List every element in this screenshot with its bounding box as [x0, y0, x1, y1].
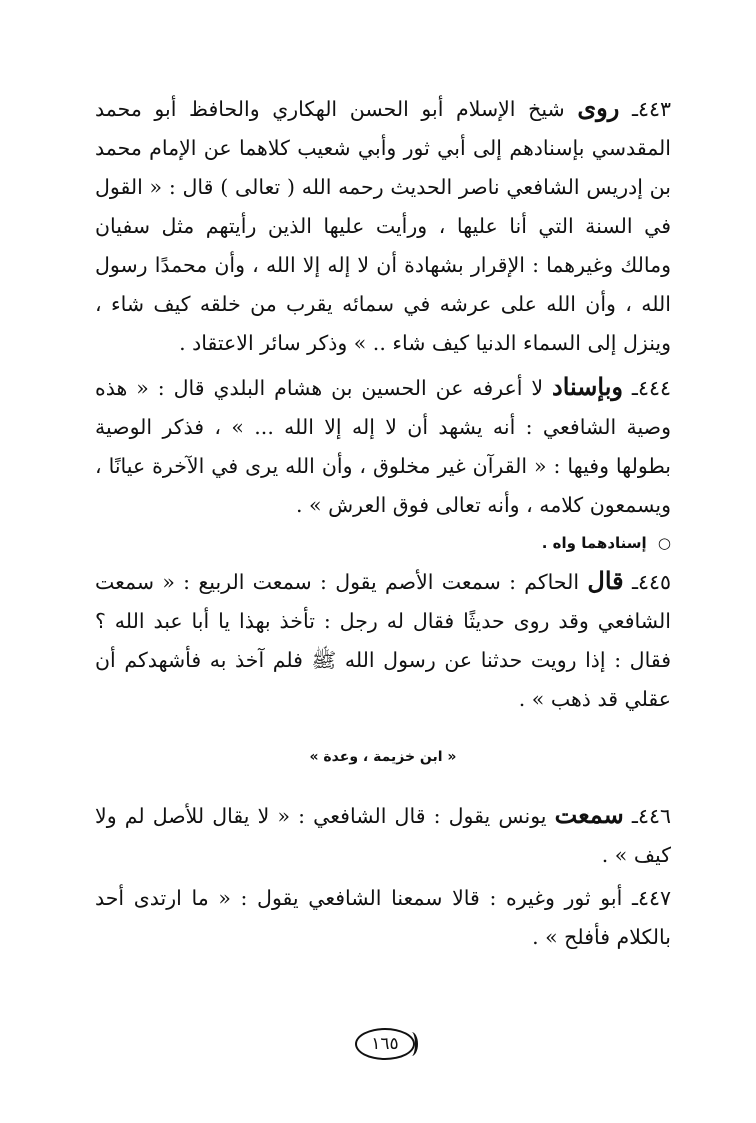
- circle-marker-icon: ○: [657, 534, 671, 552]
- paragraph-number: ٤٤٦ـ: [631, 804, 671, 828]
- paragraph-lead-word: سمعت: [554, 800, 624, 829]
- paragraph-text: شيخ الإسلام أبو الحسن الهكاري والحافظ أبو محمد المقدسي بإسنادهم إلى أبي ثور وأبي شعيب كلاهما عن الإمام محمد بن إدريس الشافعي ناصر الحديث رحمه الله ( تعالى ) قال : « القول في السنة التي أنا عليها ، ورأيت عليها الذين رأيتهم مثل سفيان ومالك وغيرهما : الإقرار بشهادة أن لا إله إلا الله ، وأن محمدًا رسول الله ، وأن الله على عرشه في سمائه يقرب من خلقه كيف شاء ، وينزل إلى السماء الدنيا كيف شاء .. » وذكر سائر الاعتقاد .: [95, 97, 671, 355]
- paragraph-lead-word: وبإسناد: [552, 372, 623, 401]
- paragraph-text: لا أعرفه عن الحسين بن هشام البلدي قال : « هذه وصية الشافعي : أنه يشهد أن لا إله إلا الله ... » ، فذكر الوصية بطولها وفيها : « القرآن غير مخلوق ، وأن الله يرى في الآخرة عيانًا ، ويسمعون كلامه ، وأنه تعالى فوق العرش » .: [95, 376, 671, 517]
- isnad-note: [95, 529, 671, 557]
- paragraph-text: أبو ثور وغيره : قالا سمعنا الشافعي يقول : « ما ارتدى أحد بالكلام فأفلح » .: [95, 886, 671, 949]
- page-number-badge: [355, 1028, 417, 1060]
- paragraph-text: يونس يقول : قال الشافعي : « لا يقال للأصل لم ولا كيف » .: [95, 804, 671, 867]
- paragraph-text: الحاكم : سمعت الأصم يقول : سمعت الربيع : « سمعت الشافعي وقد روى حديثًا فقال له رجل : تأخذ بهذا يا أبا عبد الله ؟ فقال : إذا رويت حدثنا عن رسول الله ﷺ فلم آخذ به فأشهدكم أن عقلي قد ذهب » .: [95, 570, 671, 711]
- paragraph-444: [95, 367, 671, 525]
- page-body: [95, 88, 671, 961]
- section-heading: « ابن خزيمة ، وعدة »: [309, 749, 457, 765]
- paragraph-number: ٤٤٣ـ: [631, 97, 671, 121]
- page-number: ١٦٥: [371, 1034, 399, 1054]
- paragraph-lead-word: روى: [577, 93, 620, 122]
- note-text: إسنادهما واه .: [541, 534, 647, 552]
- paragraph-number: ٤٤٥ـ: [631, 570, 671, 594]
- paragraph-447: [95, 879, 671, 957]
- paragraph-lead-word: قال: [587, 566, 624, 595]
- paragraph-443: [95, 88, 671, 363]
- paragraph-446: [95, 795, 671, 875]
- paragraph-number: ٤٤٤ـ: [631, 376, 671, 400]
- paragraph-number: ٤٤٧ـ: [631, 886, 671, 910]
- paragraph-445: [95, 561, 671, 719]
